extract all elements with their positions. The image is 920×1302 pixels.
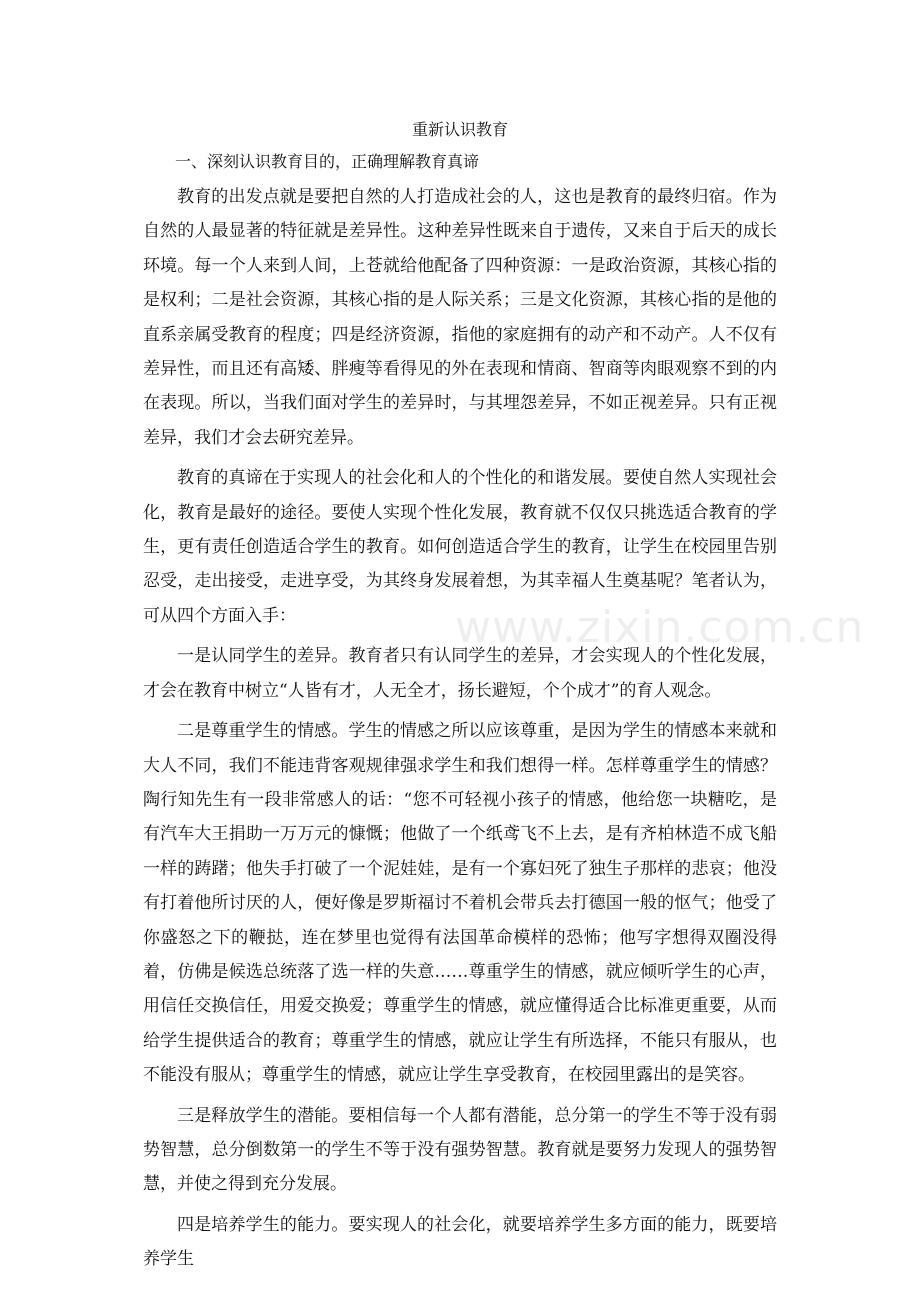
document-body — [143, 114, 777, 1283]
paragraph-4: 二是尊重学生的情感。学生的情感之所以应该尊重，是因为学生的情感本来就和大人不同，我们不能违背客观规律强求学生和我们想得一样。怎样尊重学生的情感？陶行知先生有一段非常感人的话：“您不可轻视小孩子的情感，他给您一块糖吃，是有汽车大王捐助一万万元的慷慨；他做了一个纸鸢飞不上去，是有齐柏林造不成飞船一样的踌躇；他失手打破了一个泥娃娃，是有一个寡妇死了独生子那样的悲哀；他没有打着他所讨厌的人，便好像是罗斯福讨不着机会带兵去打德国一般的怄气；他受了你盛怒之下的鞭挞，连在梦里也觉得有法国革命模样的恐怖；他写字想得双圈没得着，仿佛是候选总统落了选一样的失意……尊重学生的情感，就应倾听学生的心声，用信任交换信任，用爱交换爱；尊重学生的情感，就应懂得适合比标准更重要，从而给学生提供适合的教育；尊重学生的情感，就应让学生有所选择，不能只有服从，也不能没有服从；尊重学生的情感，就应让学生享受教育，在校园里露出的是笑容。 — [143, 721, 777, 1086]
document-title: 重新认识教育 — [411, 120, 508, 139]
paragraph-3: 一是认同学生的差异。教育者只有认同学生的差异，才会实现人的个性化发展，才会在教育中树立“人皆有才，人无全才，扬长避短，个个成才”的育人观念。 — [143, 646, 777, 701]
paragraph-6: 四是培养学生的能力。要实现人的社会化，就要培养学生多方面的能力，既要培养学生 — [143, 1214, 777, 1270]
paragraph-2: 教育的真谛在于实现人的社会化和人的个性化的和谐发展。要使自然人实现社会化，教育是最好的途径。要使人实现个性化发展，教育就不仅仅只挑选适合教育的学生，更有责任创造适合学生的教育。如何创造适合学生的教育，让学生在校园里告别忍受，走出接受，走进享受，为其终身发展着想，为其幸福人生奠基呢？笔者认为，可从四个方面入手： — [143, 468, 777, 626]
section-heading: 一、深刻认识教育目的，正确理解教育真谛 — [175, 152, 480, 171]
paragraph-5: 三是释放学生的潜能。要相信每一个人都有潜能，总分第一的学生不等于没有弱势智慧，总分倒数第一的学生不等于没有强势智慧。教育就是要努力发现人的强势智慧，并使之得到充分发展。 — [143, 1105, 777, 1195]
paragraph-1: 教育的出发点就是要把自然的人打造成社会的人，这也是教育的最终归宿。作为自然的人最显著的特征就是差异性。这种差异性既来自于遗传，又来自于后天的成长环境。每一个人来到人间，上苍就给他配备了四种资源：一是政治资源，其核心指的是权利；二是社会资源，其核心指的是人际关系；三是文化资源，其核心指的是他的直系亲属受教育的程度；四是经济资源，指他的家庭拥有的动产和不动产。人不仅有差异性，而且还有高矮、胖瘦等看得见的外在表现和情商、智商等肉眼观察不到的内在表现。所以，当我们面对学生的差异时，与其埋怨差异，不如正视差异。只有正视差异，我们才会去研究差异。 — [143, 187, 777, 448]
watermark-text: www.zixin.com.cn — [455, 602, 865, 653]
